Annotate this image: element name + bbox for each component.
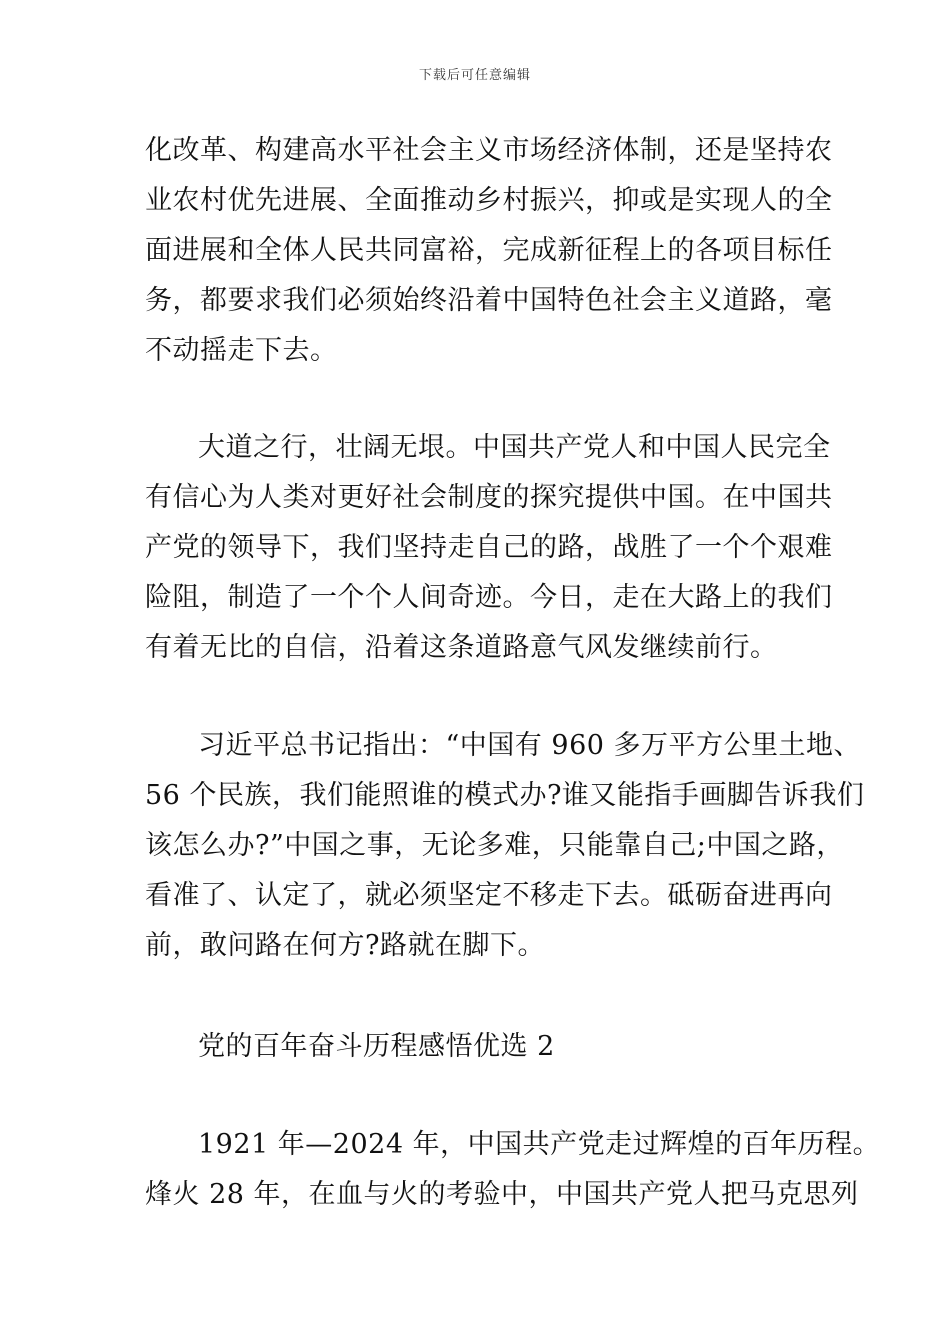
paragraph-3-line-3: 该怎么办?”中国之事，无论多难，只能靠自己;中国之路， — [145, 830, 844, 861]
paragraph-3-line-1: 习近平总书记指出：“中国有 960 多万平方公里土地、 — [198, 730, 862, 761]
paragraph-1-line-4: 务，都要求我们必须始终沿着中国特色社会主义道路，毫 — [145, 285, 833, 316]
paragraph-3-line-5: 前，敢问路在何方?路就在脚下。 — [145, 930, 545, 961]
paragraph-2-line-5: 有着无比的自信，沿着这条道路意气风发继续前行。 — [145, 632, 778, 663]
paragraph-2-line-4: 险阻，制造了一个个人间奇迹。今日，走在大路上的我们 — [145, 582, 833, 613]
paragraph-2-line-2: 有信心为人类对更好社会制度的探究提供中国。在中国共 — [145, 482, 833, 513]
paragraph-1-line-3: 面进展和全体人民共同富裕，完成新征程上的各项目标任 — [145, 235, 833, 266]
section-title: 党的百年奋斗历程感悟优选 2 — [198, 1031, 555, 1062]
paragraph-5-line-1: 1921 年—2024 年，中国共产党走过辉煌的百年历程。 — [198, 1129, 881, 1160]
paragraph-3-line-4: 看准了、认定了，就必须坚定不移走下去。砥砺奋进再向 — [145, 880, 833, 911]
paragraph-1-line-2: 业农村优先进展、全面推动乡村振兴，抑或是实现人的全 — [145, 185, 833, 216]
page-header-note: 下载后可任意编辑 — [418, 68, 531, 83]
paragraph-3-line-2: 56 个民族，我们能照谁的模式办?谁又能指手画脚告诉我们 — [145, 780, 865, 811]
paragraph-1-line-5: 不动摇走下去。 — [145, 335, 338, 366]
paragraph-2-line-3: 产党的领导下，我们坚持走自己的路，战胜了一个个艰难 — [145, 532, 833, 563]
paragraph-1-line-1: 化改革、构建高水平社会主义市场经济体制，还是坚持农 — [145, 135, 833, 166]
paragraph-2-line-1: 大道之行，壮阔无垠。中国共产党人和中国人民完全 — [198, 432, 831, 463]
paragraph-5-line-2: 烽火 28 年，在血与火的考验中，中国共产党人把马克思列 — [145, 1179, 859, 1210]
